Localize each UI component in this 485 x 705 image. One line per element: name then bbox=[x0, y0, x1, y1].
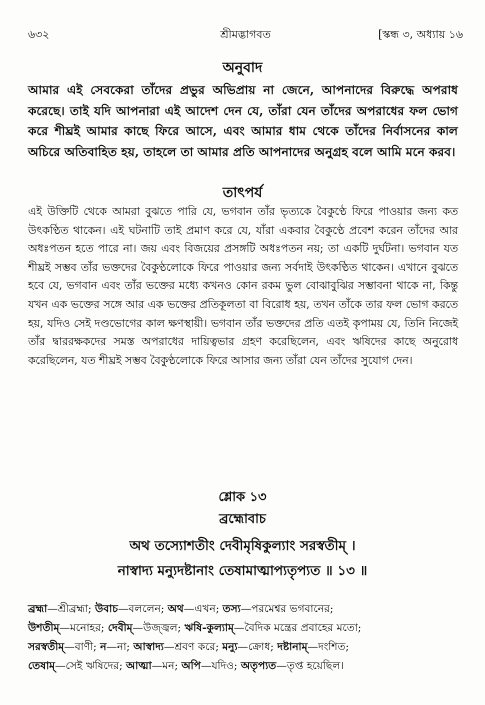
synonym-word: অপি bbox=[181, 660, 201, 672]
synonym-word: দেবীম্ bbox=[107, 622, 133, 634]
translation-heading: অনুবাদ bbox=[222, 60, 263, 76]
verse-line-1: অথ তস্যোশতীং দেবীমৃষিকুল্যাং সরস্বতীম্‌ । bbox=[129, 538, 356, 554]
synonym-word: উশতীম্ bbox=[28, 622, 60, 634]
synonym-meaning: —বললেন; bbox=[117, 603, 168, 615]
synonym-word: তেষাম্ bbox=[28, 660, 56, 672]
synonym-word: অতৃপ্যত bbox=[240, 660, 277, 672]
synonym-meaning: —বৈদিক মন্ত্রের প্রবাহের মতো; bbox=[233, 622, 362, 634]
verse-speaker: ব্রহ্মোবাচ bbox=[219, 512, 266, 527]
synonym-line bbox=[28, 638, 460, 657]
purport-text: এই উক্তিটি থেকে আমরা বুঝতে পারি যে, ভগবান তাঁর ভৃত্যকে বৈকুণ্ঠে ফিরে পাওয়ার জন্য কত উৎকণ্ঠিত থাকেন। এই ঘটনাটি তাই প্রমাণ করে যে, যাঁরা একবার বৈকুণ্ঠে প্রবেশ করেন তাঁদের আর অধঃপতন হতে পারে না। জয় এবং বিজয়ের প্রসঙ্গটি অধঃপতন নয়; তা একটি দুর্ঘটনা। ভগবান যত শীঘ্রই সম্ভব তাঁর ভক্তদের বৈকুণ্ঠলোকে ফিরে পাওয়ার জন্য সর্বদাই উৎকণ্ঠিত থাকেন। এখানে বুঝতে হবে যে, ভগবান এবং তাঁর ভক্তের মধ্যে কখনও কোন রকম ভুল বোঝাবুঝির সম্ভাবনা থাকে না, কিন্তু যখন এক ভক্তের সঙ্গে আর এক ভক্তের প্রতিকূলতা বা বিরোধ হয়, তখন তাঁকে তার ফল ভোগ করতে হয়, যদিও সেই দণ্ডভোগের কাল ক্ষণস্থায়ী। ভগবান তাঁর ভক্তদের প্রতি এতই কৃপাময় যে, তিনি নিজেই তাঁর দ্বাররক্ষকদের সমস্ত অপরাধের দায়িত্বভার গ্রহণ করেছিলেন, এবং ঋষিদের কাছে অনুরোধ করেছিলেন, যত শীঘ্রই সম্ভব বৈকুণ্ঠলোকে ফিরে আসার জন্য তাঁরা যেন তাঁদের সুযোগ দেন। bbox=[28, 205, 458, 367]
synonym-meaning: —বাণী; bbox=[64, 641, 101, 653]
running-header bbox=[28, 26, 463, 44]
synonym-meaning: —উজ্জ্বল; bbox=[132, 622, 185, 634]
synonym-word: সরস্বতীম্ bbox=[28, 641, 65, 653]
synonym-word: অথ bbox=[167, 603, 184, 615]
synonym-word: দষ্টানাম্ bbox=[277, 641, 308, 653]
synonym-meaning: —ক্রোধ; bbox=[237, 641, 278, 653]
synonym-word: তস্য bbox=[222, 603, 241, 615]
verse-line-2: নাস্বাদ্য মন্যুদষ্টানাং তেষামাত্মাপ্যতৃপ্যত ॥ ১৩ ॥ bbox=[117, 563, 368, 579]
synonym-meaning: —শ্রবণ করে; bbox=[163, 641, 223, 653]
purport-heading: তাৎপর্য bbox=[222, 185, 263, 201]
synonym-meaning: —মন; bbox=[151, 660, 182, 672]
synonyms-block bbox=[28, 600, 460, 676]
synonym-line bbox=[28, 600, 460, 619]
synonym-meaning: —না; bbox=[106, 641, 134, 653]
synonym-line bbox=[28, 619, 460, 638]
verse-number: শ্লোক ১৩ bbox=[218, 490, 267, 505]
synonym-meaning: —দংশিত; bbox=[307, 641, 350, 653]
synonym-word: মন্যু bbox=[222, 641, 238, 653]
chapter-reference: [স্কন্ধ ৩, অধ্যায় ১৬ bbox=[378, 28, 463, 41]
synonym-word: ব্রহ্মা bbox=[28, 603, 48, 615]
translation-text: আমার এই সেবকেরা তাঁদের প্রভুর অভিপ্রায় না জেনে, আপনাদের বিরুদ্ধে অপরাধ করেছে। তাই যদি আপনারা এই আদেশ দেন যে, তাঁরা যেন তাঁদের অপরাধের ফল ভোগ করে শীঘ্রই আমার কাছে ফিরে আসে, এবং আমার ধাম থেকে তাঁদের নির্বাসনের কাল অচিরে অতিবাহিত হয়, তাহলে তা আমার প্রতি আপনাদের অনুগ্রহ বলে আমি মনে করব। bbox=[28, 83, 458, 159]
synonym-word: উবাচ bbox=[95, 603, 118, 615]
synonym-meaning: —শ্রীব্রহ্মা; bbox=[47, 603, 95, 615]
book-title: শ্রীমদ্ভাগবত bbox=[220, 28, 271, 41]
synonym-meaning: —এখন; bbox=[183, 603, 223, 615]
synonym-meaning: —তৃপ্ত হয়েছিল। bbox=[276, 660, 345, 672]
synonym-line bbox=[28, 657, 460, 676]
synonym-word: ঋষি-কুল্যাম্ bbox=[184, 622, 234, 634]
synonym-word: আত্মা bbox=[126, 660, 152, 672]
synonym-word: ন bbox=[100, 641, 107, 653]
page-number: ৬৩২ bbox=[28, 28, 50, 41]
synonym-meaning: —যদিও; bbox=[200, 660, 241, 672]
synonym-meaning: —সেই ঋষিদের; bbox=[55, 660, 127, 672]
synonym-meaning: —পরমেশ্বর ভগবানের; bbox=[240, 603, 334, 615]
synonym-word: আস্বাদ্য bbox=[133, 641, 164, 653]
synonym-meaning: —মনোহর; bbox=[59, 622, 108, 634]
